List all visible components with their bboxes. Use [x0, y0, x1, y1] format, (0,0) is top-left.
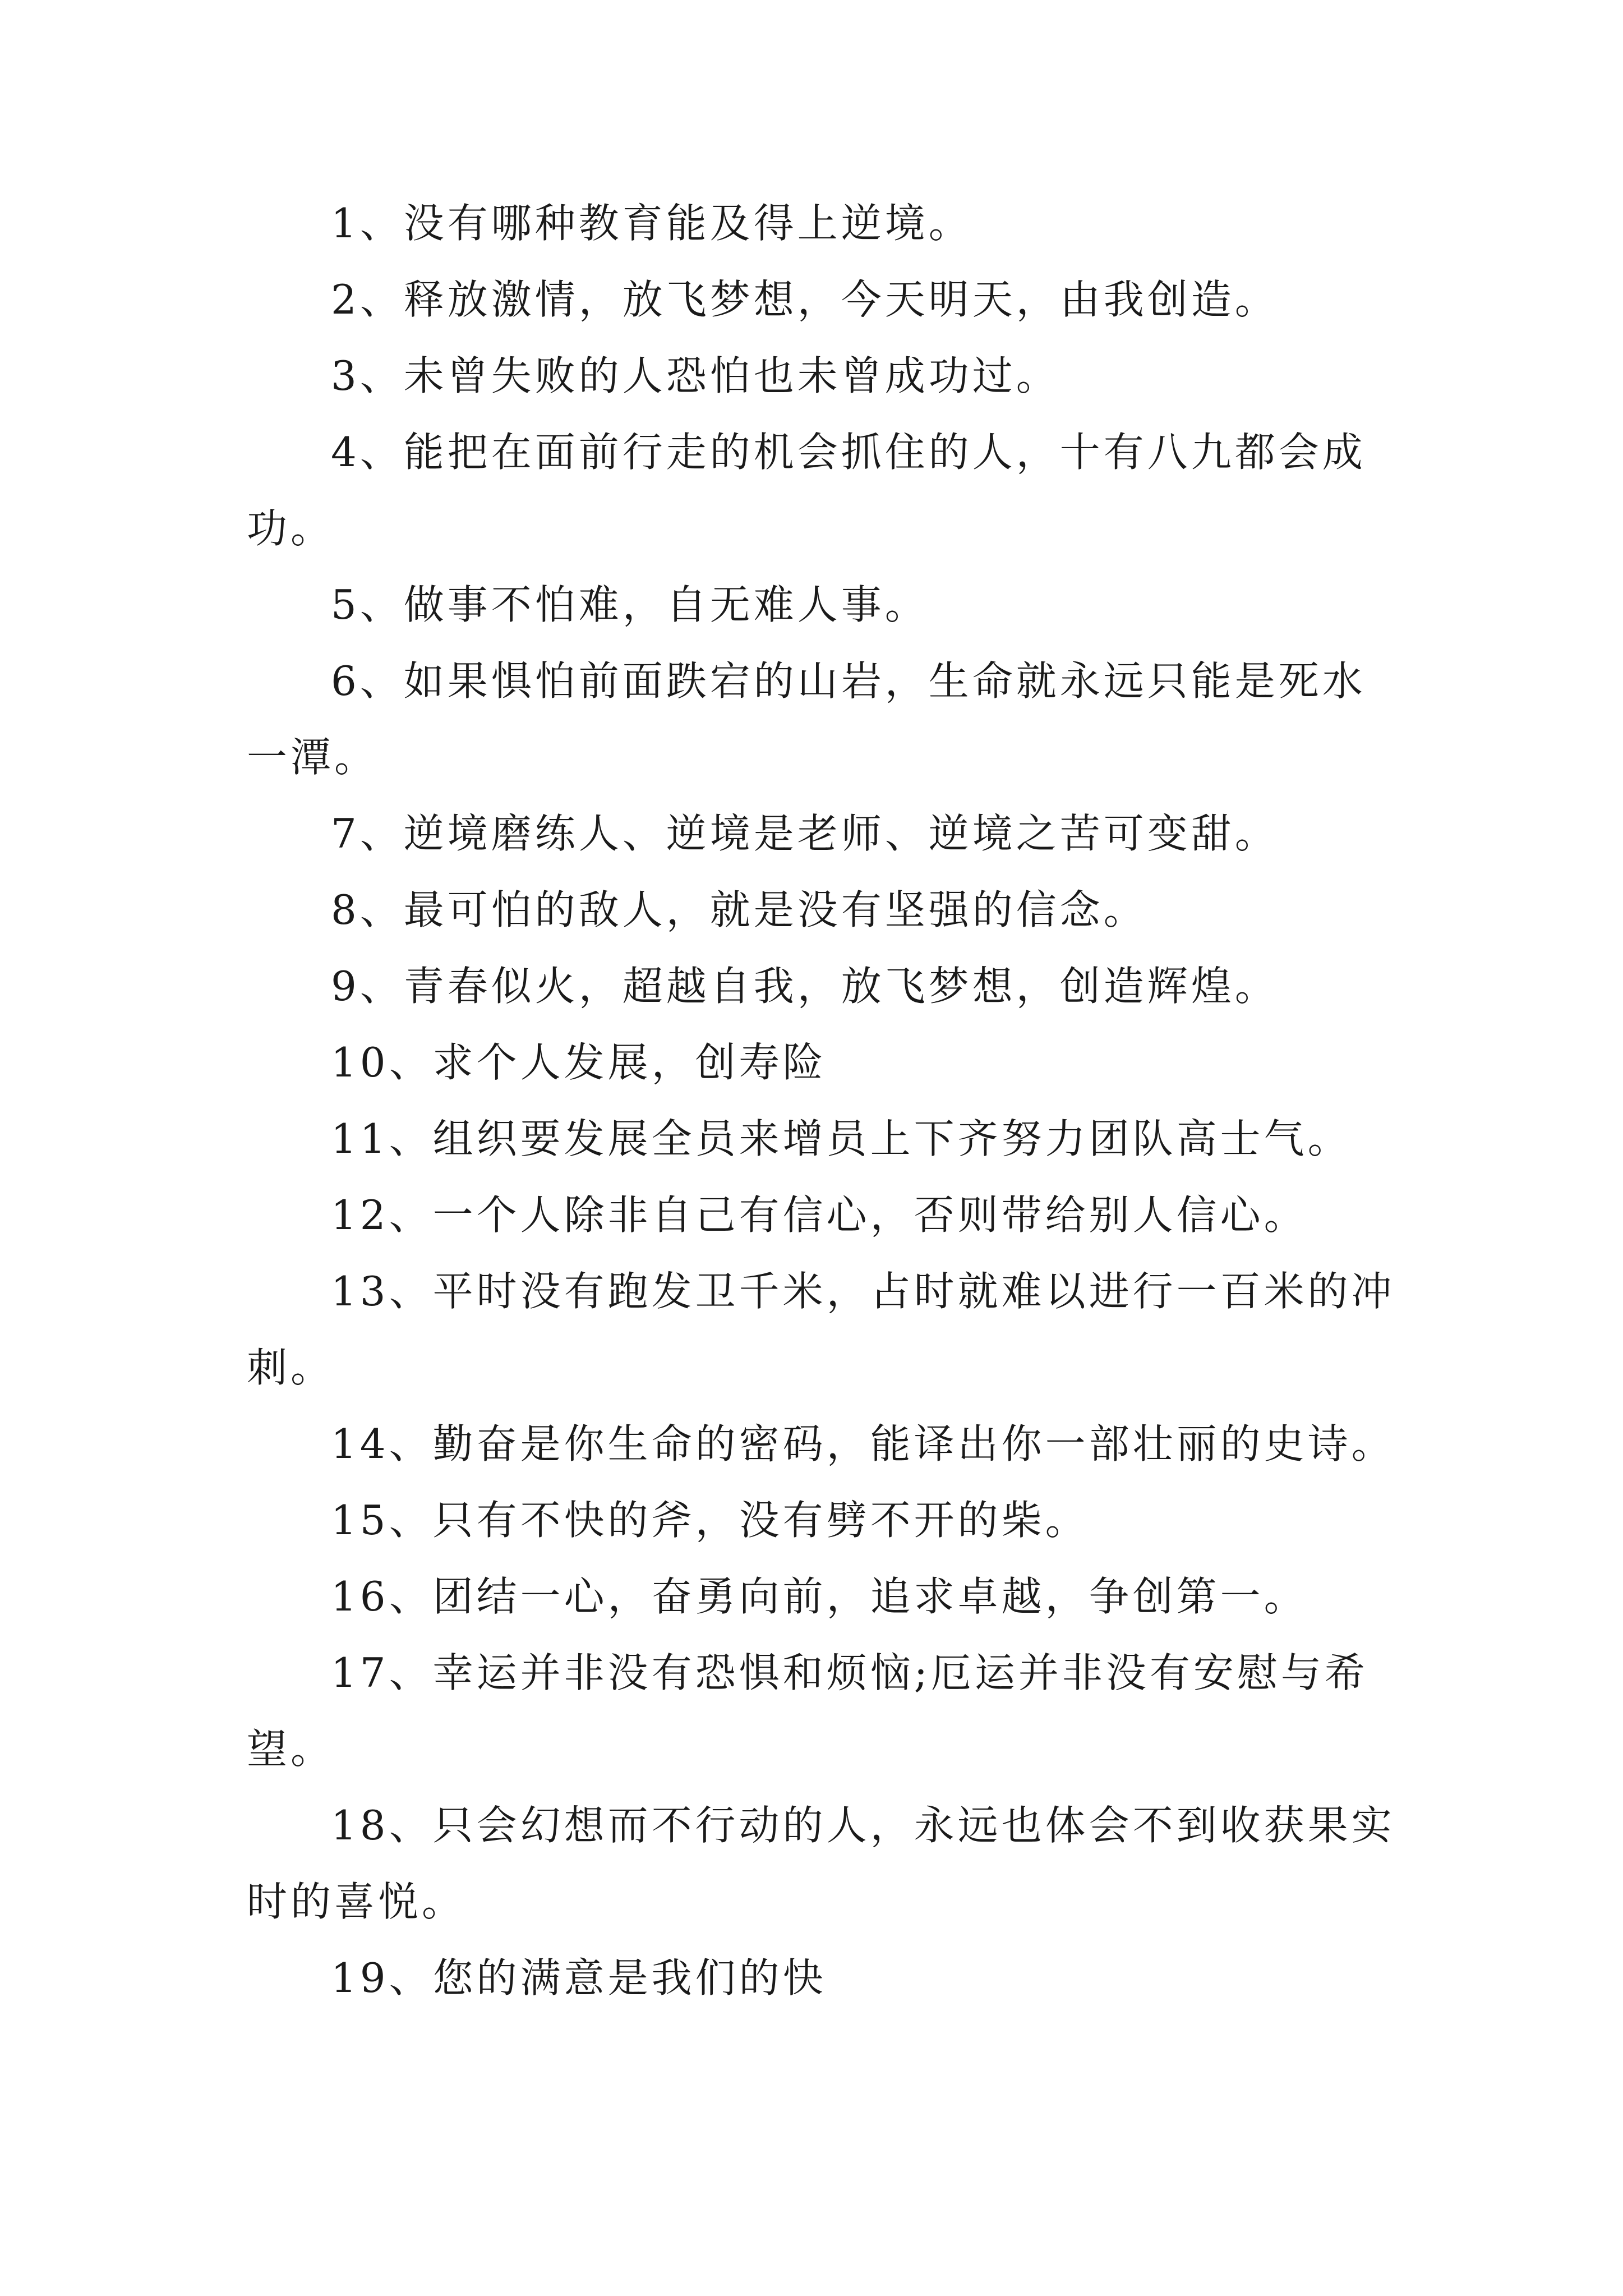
list-item: 17、幸运并非没有恐惧和烦恼;厄运并非没有安慰与希望。 [247, 1649, 1368, 1773]
list-item: 14、勤奋是你生命的密码，能译出你一部壮丽的史诗。 [331, 1420, 1395, 1467]
list-item: 12、一个人除非自己有信心，否则带给别人信心。 [331, 1191, 1308, 1239]
list-item: 18、只会幻想而不行动的人，永远也体会不到收获果实时的喜悦。 [247, 1802, 1395, 1925]
document-body [247, 185, 1408, 2016]
list-item: 16、团结一心，奋勇向前，追求卓越，争创第一。 [331, 1573, 1308, 1620]
list-item: 5、做事不怕难，自无难人事。 [331, 581, 929, 628]
list-item: 4、能把在面前行走的机会抓住的人，十有八九都会成功。 [247, 429, 1366, 552]
list-item: 10、求个人发展，创寿险 [331, 1039, 827, 1086]
list-item: 9、青春似火，超越自我，放飞梦想，创造辉煌。 [331, 963, 1279, 1010]
list-item: 3、未曾失败的人恐怕也未曾成功过。 [331, 352, 1060, 399]
list-item: 6、如果惧怕前面跌宕的山岩，生命就永远只能是死水一潭。 [247, 657, 1366, 781]
list-item: 7、逆境磨练人、逆境是老师、逆境之苦可变甜。 [331, 810, 1279, 857]
list-item: 11、组织要发展全员来增员上下齐努力团队高士气。 [331, 1115, 1352, 1162]
list-item: 15、只有不快的斧，没有劈不开的柴。 [331, 1497, 1089, 1544]
list-item: 2、释放激情，放飞梦想，今天明天，由我创造。 [331, 276, 1279, 323]
list-item: 1、没有哪种教育能及得上逆境。 [331, 200, 972, 247]
list-item: 19、您的满意是我们的快 [331, 1954, 827, 2001]
list-item: 13、平时没有跑发卫千米，占时就难以进行一百米的冲刺。 [247, 1268, 1395, 1391]
list-item: 8、最可怕的敌人，就是没有坚强的信念。 [331, 886, 1147, 933]
